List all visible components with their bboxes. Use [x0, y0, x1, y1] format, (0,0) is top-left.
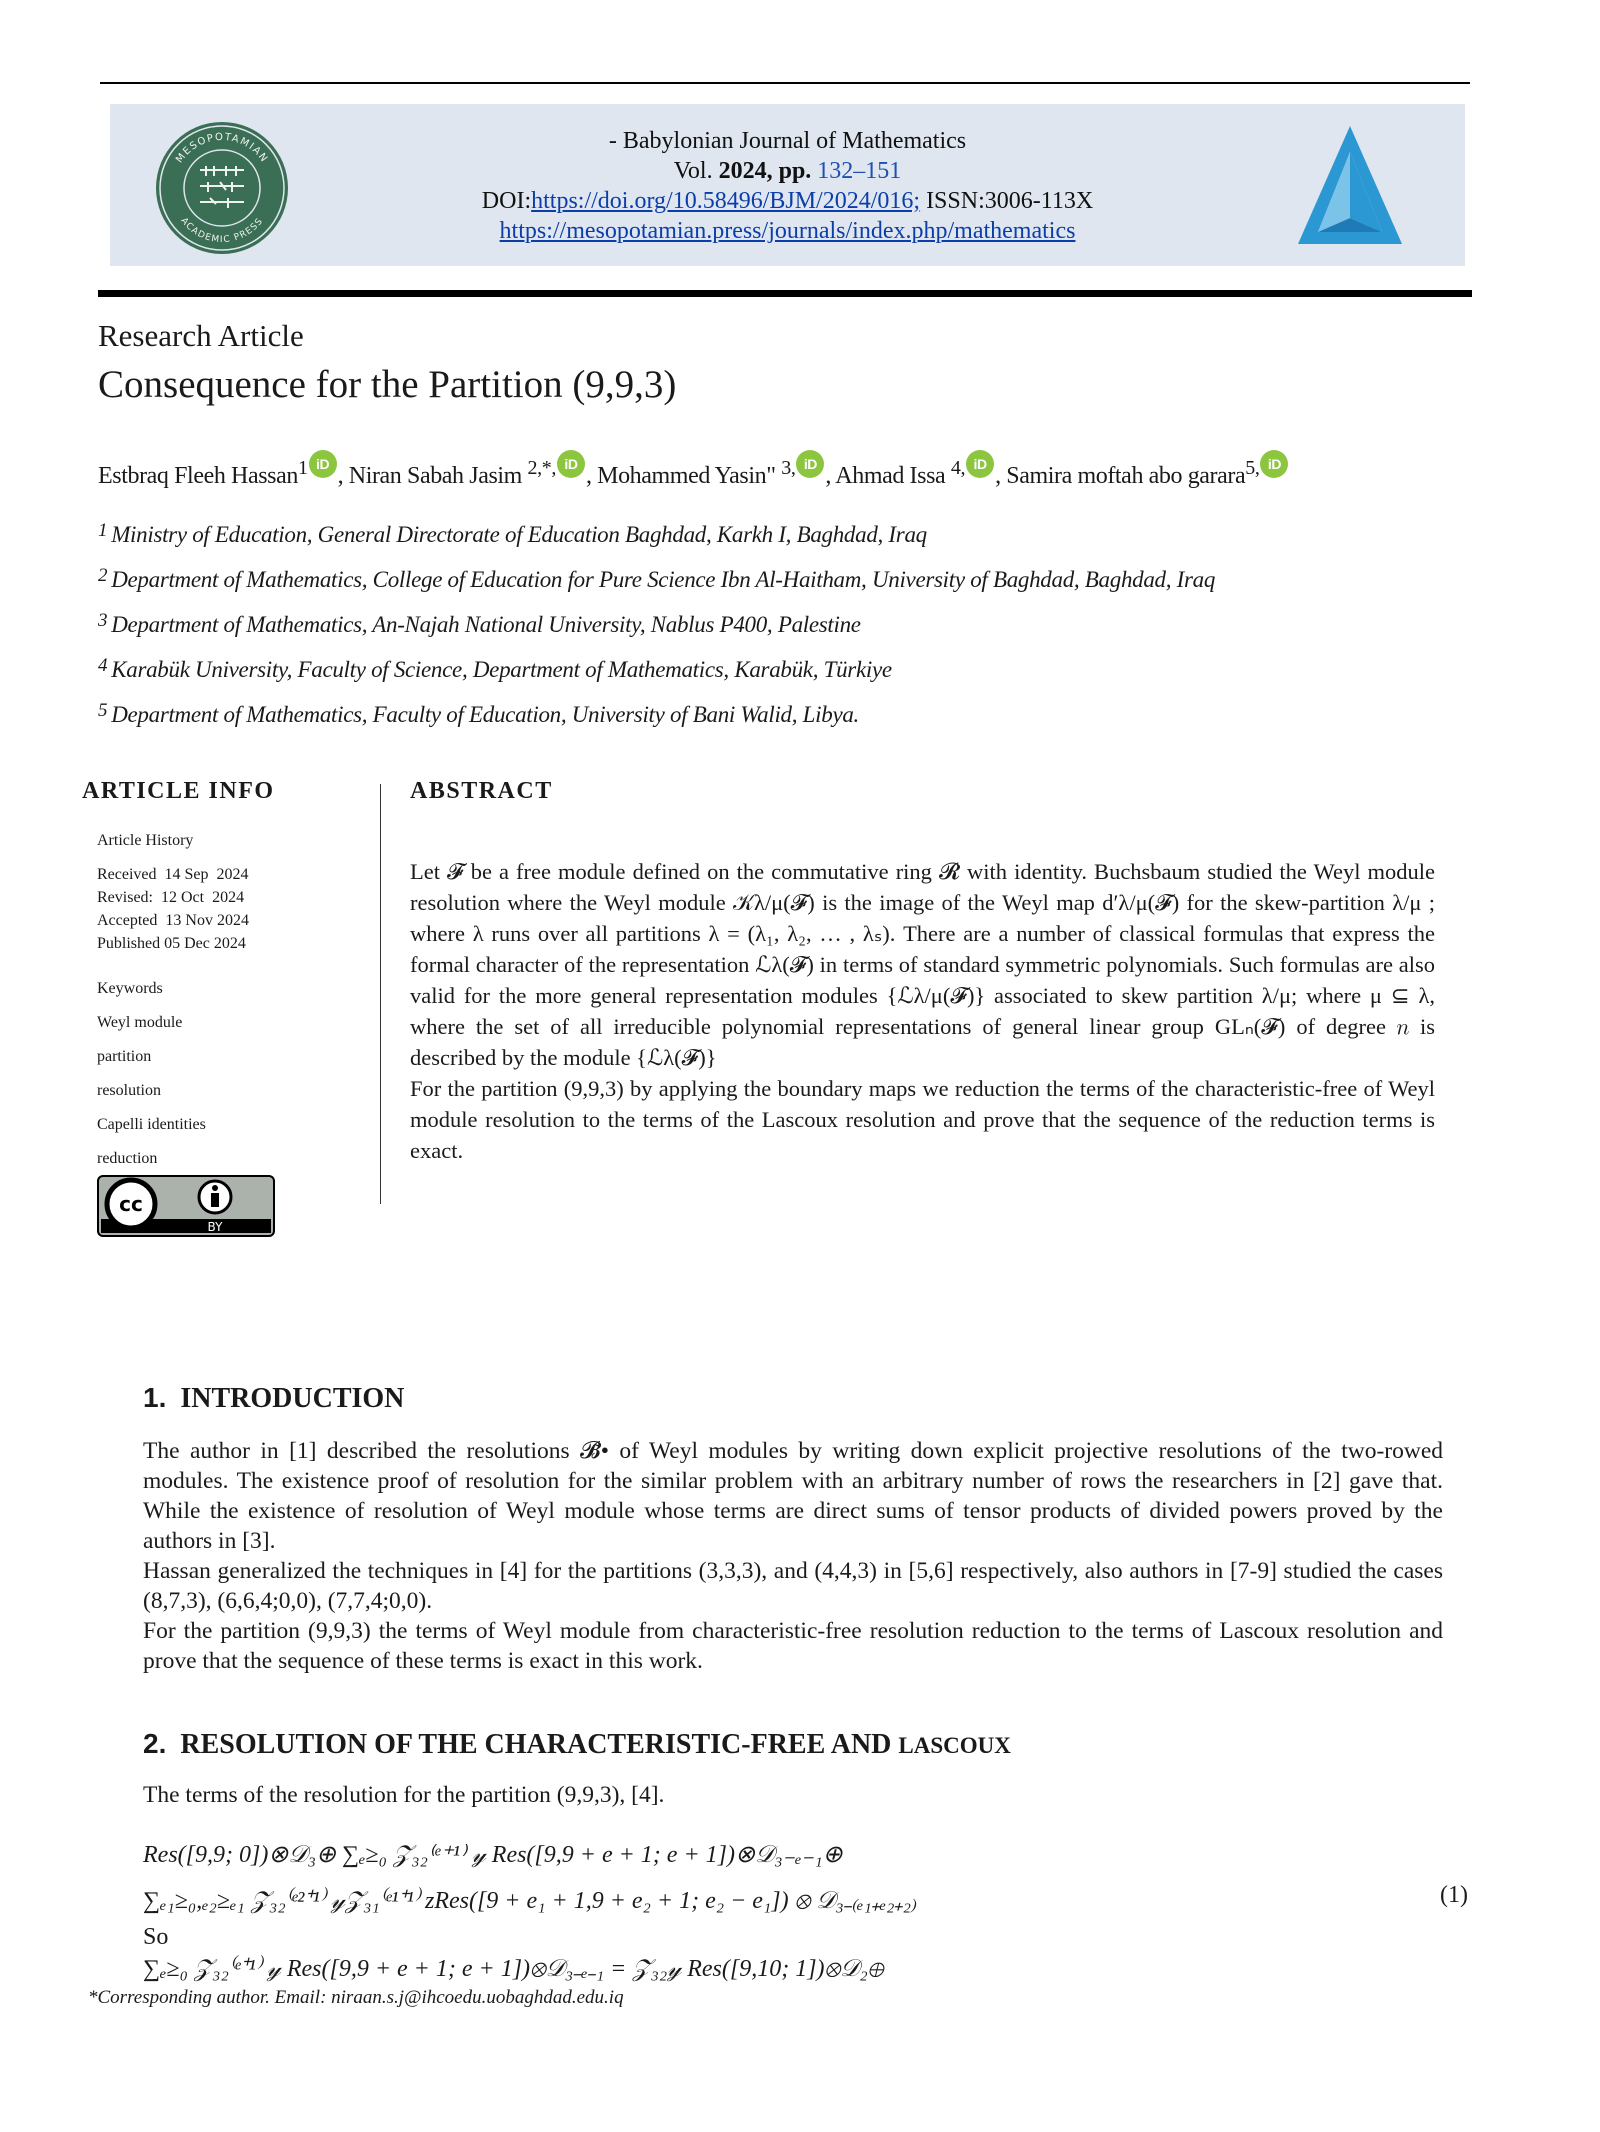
paragraph: The author in [1] described the resolutions 𝓑̃• of Weyl modules by writing down explicit projective resolutions of the two-rowed modules. The existence proof of resolution for the similar problem with an arbitrary number of rows the researchers in [2] gave that. While the existence of resolution of Weyl module whose terms are direct sums of tensor products of divided powers proved by the authors in [3].: [143, 1438, 1443, 1554]
journal-header: [110, 104, 1465, 266]
article-type: Research Article: [98, 318, 304, 353]
orcid-icon[interactable]: iD: [309, 450, 337, 478]
author-list: Estbraq Fleeh Hassan$^1$ iD , Niran Sabah Jasim $^{2,*,}$ iD , Mohammed Yasin" $^{3,}$ iD , Ahmad Issa $^{4,}$ iD , Samira moftah abo garara$^{5,}$ iD: [98, 450, 1289, 490]
logo-text-bottom: ACADEMIC PRESS: [178, 216, 266, 246]
volume-line: Vol. 2024, pp. 132–151: [673, 158, 902, 184]
orcid-icon[interactable]: iD: [966, 450, 994, 478]
doi-link[interactable]: https://doi.org/10.58496/BJM/2024/016;: [531, 188, 921, 214]
by-text: BY: [207, 1220, 223, 1234]
abstract-paragraph: For the partition (9,9,3) by applying the boundary maps we reduction the terms of the characteristic-free of Weyl module resolution to the terms of the Lascoux resolution and prove that the sequence of the reduction terms is exact.: [410, 1076, 1435, 1163]
history-label: Article History: [97, 832, 194, 849]
abstract-body: [410, 856, 1435, 1166]
section-body: [143, 1436, 1443, 1676]
affiliation: $^4$ Karabük University, Faculty of Science, Department of Mathematics, Karabük, Türkiye: [98, 655, 892, 682]
cc-by-license-badge[interactable]: [97, 1175, 275, 1237]
journal-name: - Babylonian Journal of Mathematics: [608, 128, 967, 154]
keyword: reduction: [97, 1150, 158, 1167]
publisher-logo: [152, 118, 292, 258]
journal-url-link[interactable]: https://mesopotamian.press/journals/index.php/mathematics: [499, 218, 1076, 244]
section-heading: 1. INTRODUCTION: [143, 1382, 405, 1414]
equation-line: Res([9,9; 0])⊗𝒟₃⊕ ∑ₑ≥₀ 𝒵₃₂⁽ᵉ⁺¹⁾ 𝓎 Res([9,9 + e + 1; e + 1])⊗𝒟₃₋ₑ₋₁⊕: [143, 1842, 843, 1868]
keyword: partition: [97, 1048, 152, 1065]
article-info-heading: ARTICLE INFO: [82, 778, 275, 804]
paragraph: For the partition (9,9,3) the terms of Weyl module from characteristic-free resolution reduction to the terms of Lascoux resolution and prove that the sequence of these terms is exact in this work.: [143, 1618, 1443, 1674]
orcid-icon[interactable]: iD: [557, 450, 585, 478]
orcid-icon[interactable]: iD: [1260, 450, 1288, 478]
journal-logo: [1290, 122, 1410, 252]
affiliation: $^2$ Department of Mathematics, College of Education for Pure Science Ibn Al-Haitham, University of Baghdad, Baghdad, Iraq: [98, 565, 1216, 592]
section-heading: 2. RESOLUTION OF THE CHARACTERISTIC-FREE AND LASCOUX: [143, 1728, 1011, 1760]
history-revised: Revised: 12 Oct 2024: [97, 889, 245, 906]
affiliation: $^5$ Department of Mathematics, Faculty of Education, University of Bani Walid, Libya.: [98, 700, 859, 727]
paragraph: Hassan generalized the techniques in [4] for the partitions (3,3,3), and (4,4,3) in [5,6] respectively, also authors in [7-9] studied the cases (8,7,3), (6,6,4;0,0), (7,7,4;0,0).: [143, 1558, 1443, 1614]
keyword: Capelli identities: [97, 1116, 206, 1133]
history-received: Received 14 Sep 2024: [97, 866, 249, 883]
logo-text-top: MESOPOTAMIAN: [174, 131, 270, 166]
corresponding-author-footnote: *Corresponding author. Email: niraan.s.j@ihcoedu.uobaghdad.edu.iq: [88, 1987, 624, 2008]
author-name: , Samira moftah abo garara: [995, 463, 1246, 489]
author-name: Estbraq Fleeh Hassan: [98, 463, 298, 489]
header-rule: [98, 290, 1472, 297]
abstract-paragraph: Let 𝓕 be a free module defined on the commutative ring 𝓡 with identity. Buchsbaum studied the Weyl module resolution where the Weyl module 𝒦λ/μ(𝓕) is the image of the Weyl map d′λ/μ(𝓕) for the skew-partition λ/μ ; where λ runs over all partitions λ = (λ₁, λ₂, … , λₛ). There are a number of classical formulas that express the formal character of the representation ℒλ(𝓕) in terms of standard symmetric polynomials. Such formulas are also valid for the more general representation modules {ℒλ/μ(𝓕)} associated to skew partition λ/μ; where μ ⊆ λ, where the set of all irreducible polynomial representations of general linear group GLₙ(𝓕) of degree 𝑛 is described by the module {ℒλ(𝓕)}: [410, 859, 1435, 1070]
equation-text: So: [143, 1924, 169, 1950]
keyword: Weyl module: [97, 1014, 183, 1031]
cc-text: cc: [119, 1192, 143, 1216]
abstract-heading: ABSTRACT: [410, 778, 553, 804]
equation-line: ∑ₑ₁≥₀,ₑ₂≥ₑ₁ 𝒵₃₂⁽ᵉ²⁺¹⁾ 𝓎𝒵₃₁⁽ᵉ¹⁺¹⁾ zRes([9 + e₁ + 1,9 + e₂ + 1; e₂ − e₁]) ⊗ 𝒟₃₋₍ₑ₁₊ₑ₂₊₂₎: [143, 1888, 917, 1914]
affiliation: $^3$ Department of Mathematics, An-Najah National University, Nablus P400, Palestine: [98, 610, 861, 637]
equation-line: ∑ₑ≥₀ 𝒵₃₂⁽ᵉ⁺¹⁾ 𝓎 Res([9,9 + e + 1; e + 1])⊗𝒟₃₋ₑ₋₁ = 𝒵₃₂𝓎 Res([9,10; 1])⊗𝒟₂⊕: [143, 1956, 884, 1982]
paragraph: The terms of the resolution for the partition (9,9,3), [4].: [143, 1782, 665, 1808]
doi-line: DOI:https://doi.org/10.58496/BJM/2024/016; ISSN:3006-113X: [481, 188, 1094, 214]
author-name: , Ahmad Issa: [825, 463, 951, 489]
keyword: resolution: [97, 1082, 161, 1099]
journal-url-line: [110, 216, 1465, 246]
history-published: Published 05 Dec 2024: [97, 935, 246, 952]
column-divider: [380, 784, 381, 1204]
history-accepted: Accepted 13 Nov 2024: [97, 912, 249, 929]
affiliation: $^1$ Ministry of Education, General Directorate of Education Baghdad, Karkh I, Baghdad, Iraq: [98, 520, 927, 547]
top-rule: [100, 82, 1470, 84]
orcid-icon[interactable]: iD: [796, 450, 824, 478]
equation-number: (1): [1440, 1882, 1468, 1908]
keywords-label: Keywords: [97, 980, 163, 997]
section-body: [143, 1780, 1443, 1810]
author-name: , Mohammed Yasin": [585, 463, 782, 489]
page-title: Consequence for the Partition (9,9,3): [98, 363, 677, 406]
author-name: , Niran Sabah Jasim: [337, 463, 528, 489]
